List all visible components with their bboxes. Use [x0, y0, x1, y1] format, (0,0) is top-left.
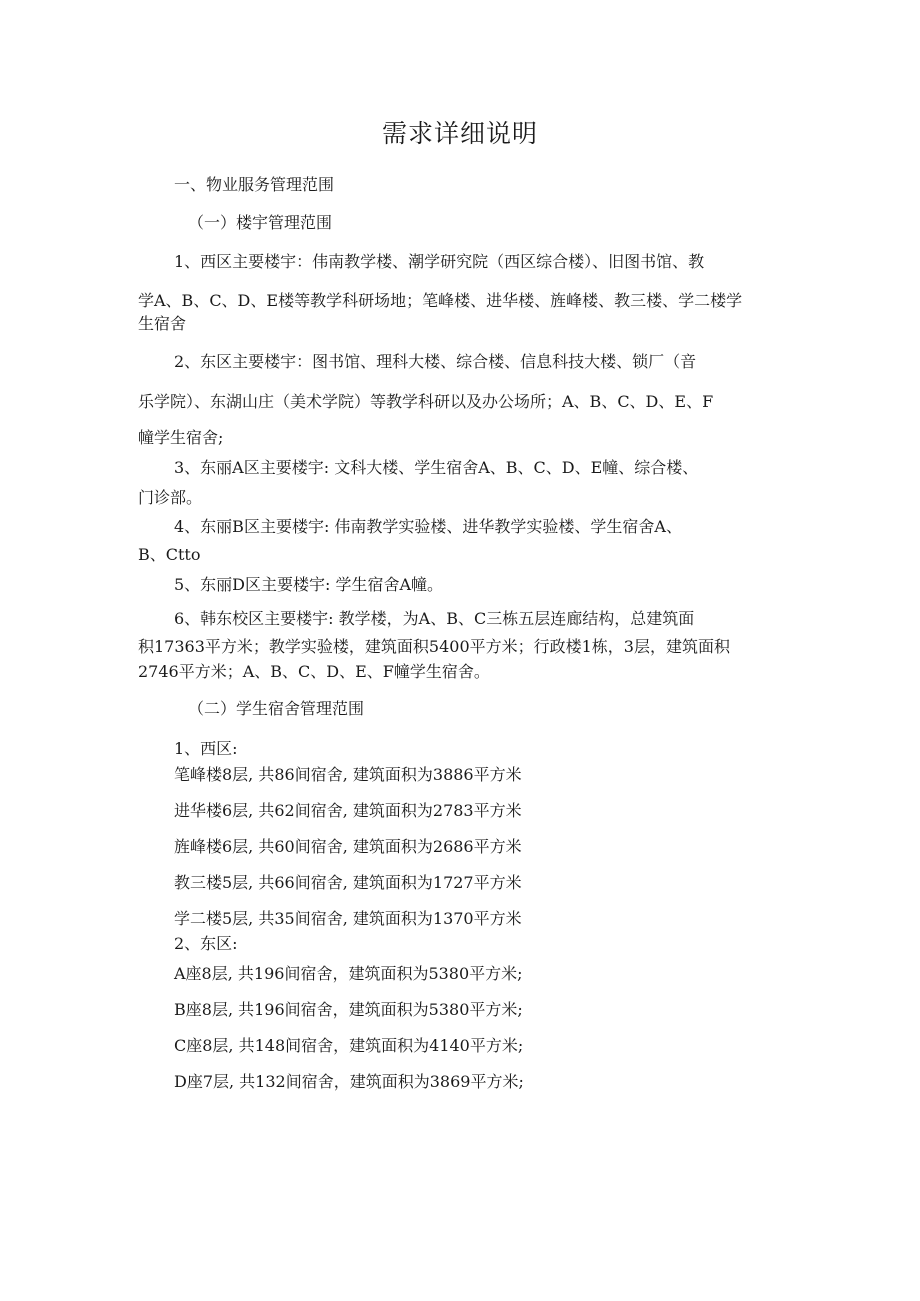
paragraph-line: 2、东区主要楼宇：图书馆、理科大楼、综合楼、信息科技大楼、锁厂（音	[174, 352, 697, 371]
list-item: C座8层, 共148间宿舍，建筑面积为4140平方米;	[174, 1036, 524, 1055]
section-heading: 一、物业服务管理范围	[174, 175, 335, 194]
paragraph-line: 生宿舍	[138, 314, 187, 333]
list-item: 进华楼6层, 共62间宿舍, 建筑面积为2783平方米	[174, 801, 522, 820]
list-item: 旌峰楼6层, 共60间宿舍, 建筑面积为2686平方米	[174, 837, 522, 856]
paragraph-line: B、Ctto	[138, 545, 201, 564]
list-item: 学二楼5层, 共35间宿舍, 建筑面积为1370平方米	[174, 909, 522, 928]
paragraph-line: 学A、B、C、D、E楼等教学科研场地；笔峰楼、进华楼、旌峰楼、教三楼、学二楼学	[138, 291, 743, 310]
paragraph-line: 门诊部。	[138, 488, 203, 507]
paragraph-line: 1、西区主要楼宇：伟南教学楼、潮学研究院（西区综合楼）、旧图书馆、教	[174, 252, 705, 271]
list-item: A座8层, 共196间宿舍，建筑面积为5380平方米;	[174, 964, 523, 983]
list-label: 1、西区:	[174, 739, 238, 758]
paragraph-line: 5、东丽D区主要楼宇: 学生宿舍A幢。	[174, 575, 444, 594]
list-item: B座8层, 共196间宿舍，建筑面积为5380平方米;	[174, 1000, 523, 1019]
page-title: 需求详细说明	[381, 119, 538, 148]
subsection-heading: （一）楼宇管理范围	[188, 213, 333, 232]
list-item: D座7层, 共132间宿舍，建筑面积为3869平方米;	[174, 1072, 524, 1091]
paragraph-line: 4、东丽B区主要楼宇: 伟南教学实验楼、进华教学实验楼、学生宿舍A、	[174, 517, 682, 536]
paragraph-line: 乐学院）、东湖山庄（美术学院）等教学科研以及办公场所；A、B、C、D、E、F	[138, 392, 714, 411]
list-item: 教三楼5层, 共66间宿舍, 建筑面积为1727平方米	[174, 873, 522, 892]
list-label: 2、东区:	[174, 934, 238, 953]
paragraph-line: 3、东丽A区主要楼宇: 文科大楼、学生宿舍A、B、C、D、E幢、综合楼、	[174, 458, 699, 477]
subsection-heading: （二）学生宿舍管理范围	[188, 699, 365, 718]
paragraph-line: 2746平方米；A、B、C、D、E、F幢学生宿舍。	[138, 662, 490, 681]
paragraph-line: 6、韩东校区主要楼宇: 教学楼，为A、B、C三栋五层连廊结构，总建筑面	[174, 609, 695, 628]
list-item: 笔峰楼8层, 共86间宿舍, 建筑面积为3886平方米	[174, 765, 522, 784]
paragraph-line: 幢学生宿舍;	[138, 428, 224, 447]
paragraph-line: 积17363平方米；教学实验楼，建筑面积5400平方米；行政楼1栋，3层，建筑面积	[138, 637, 730, 656]
